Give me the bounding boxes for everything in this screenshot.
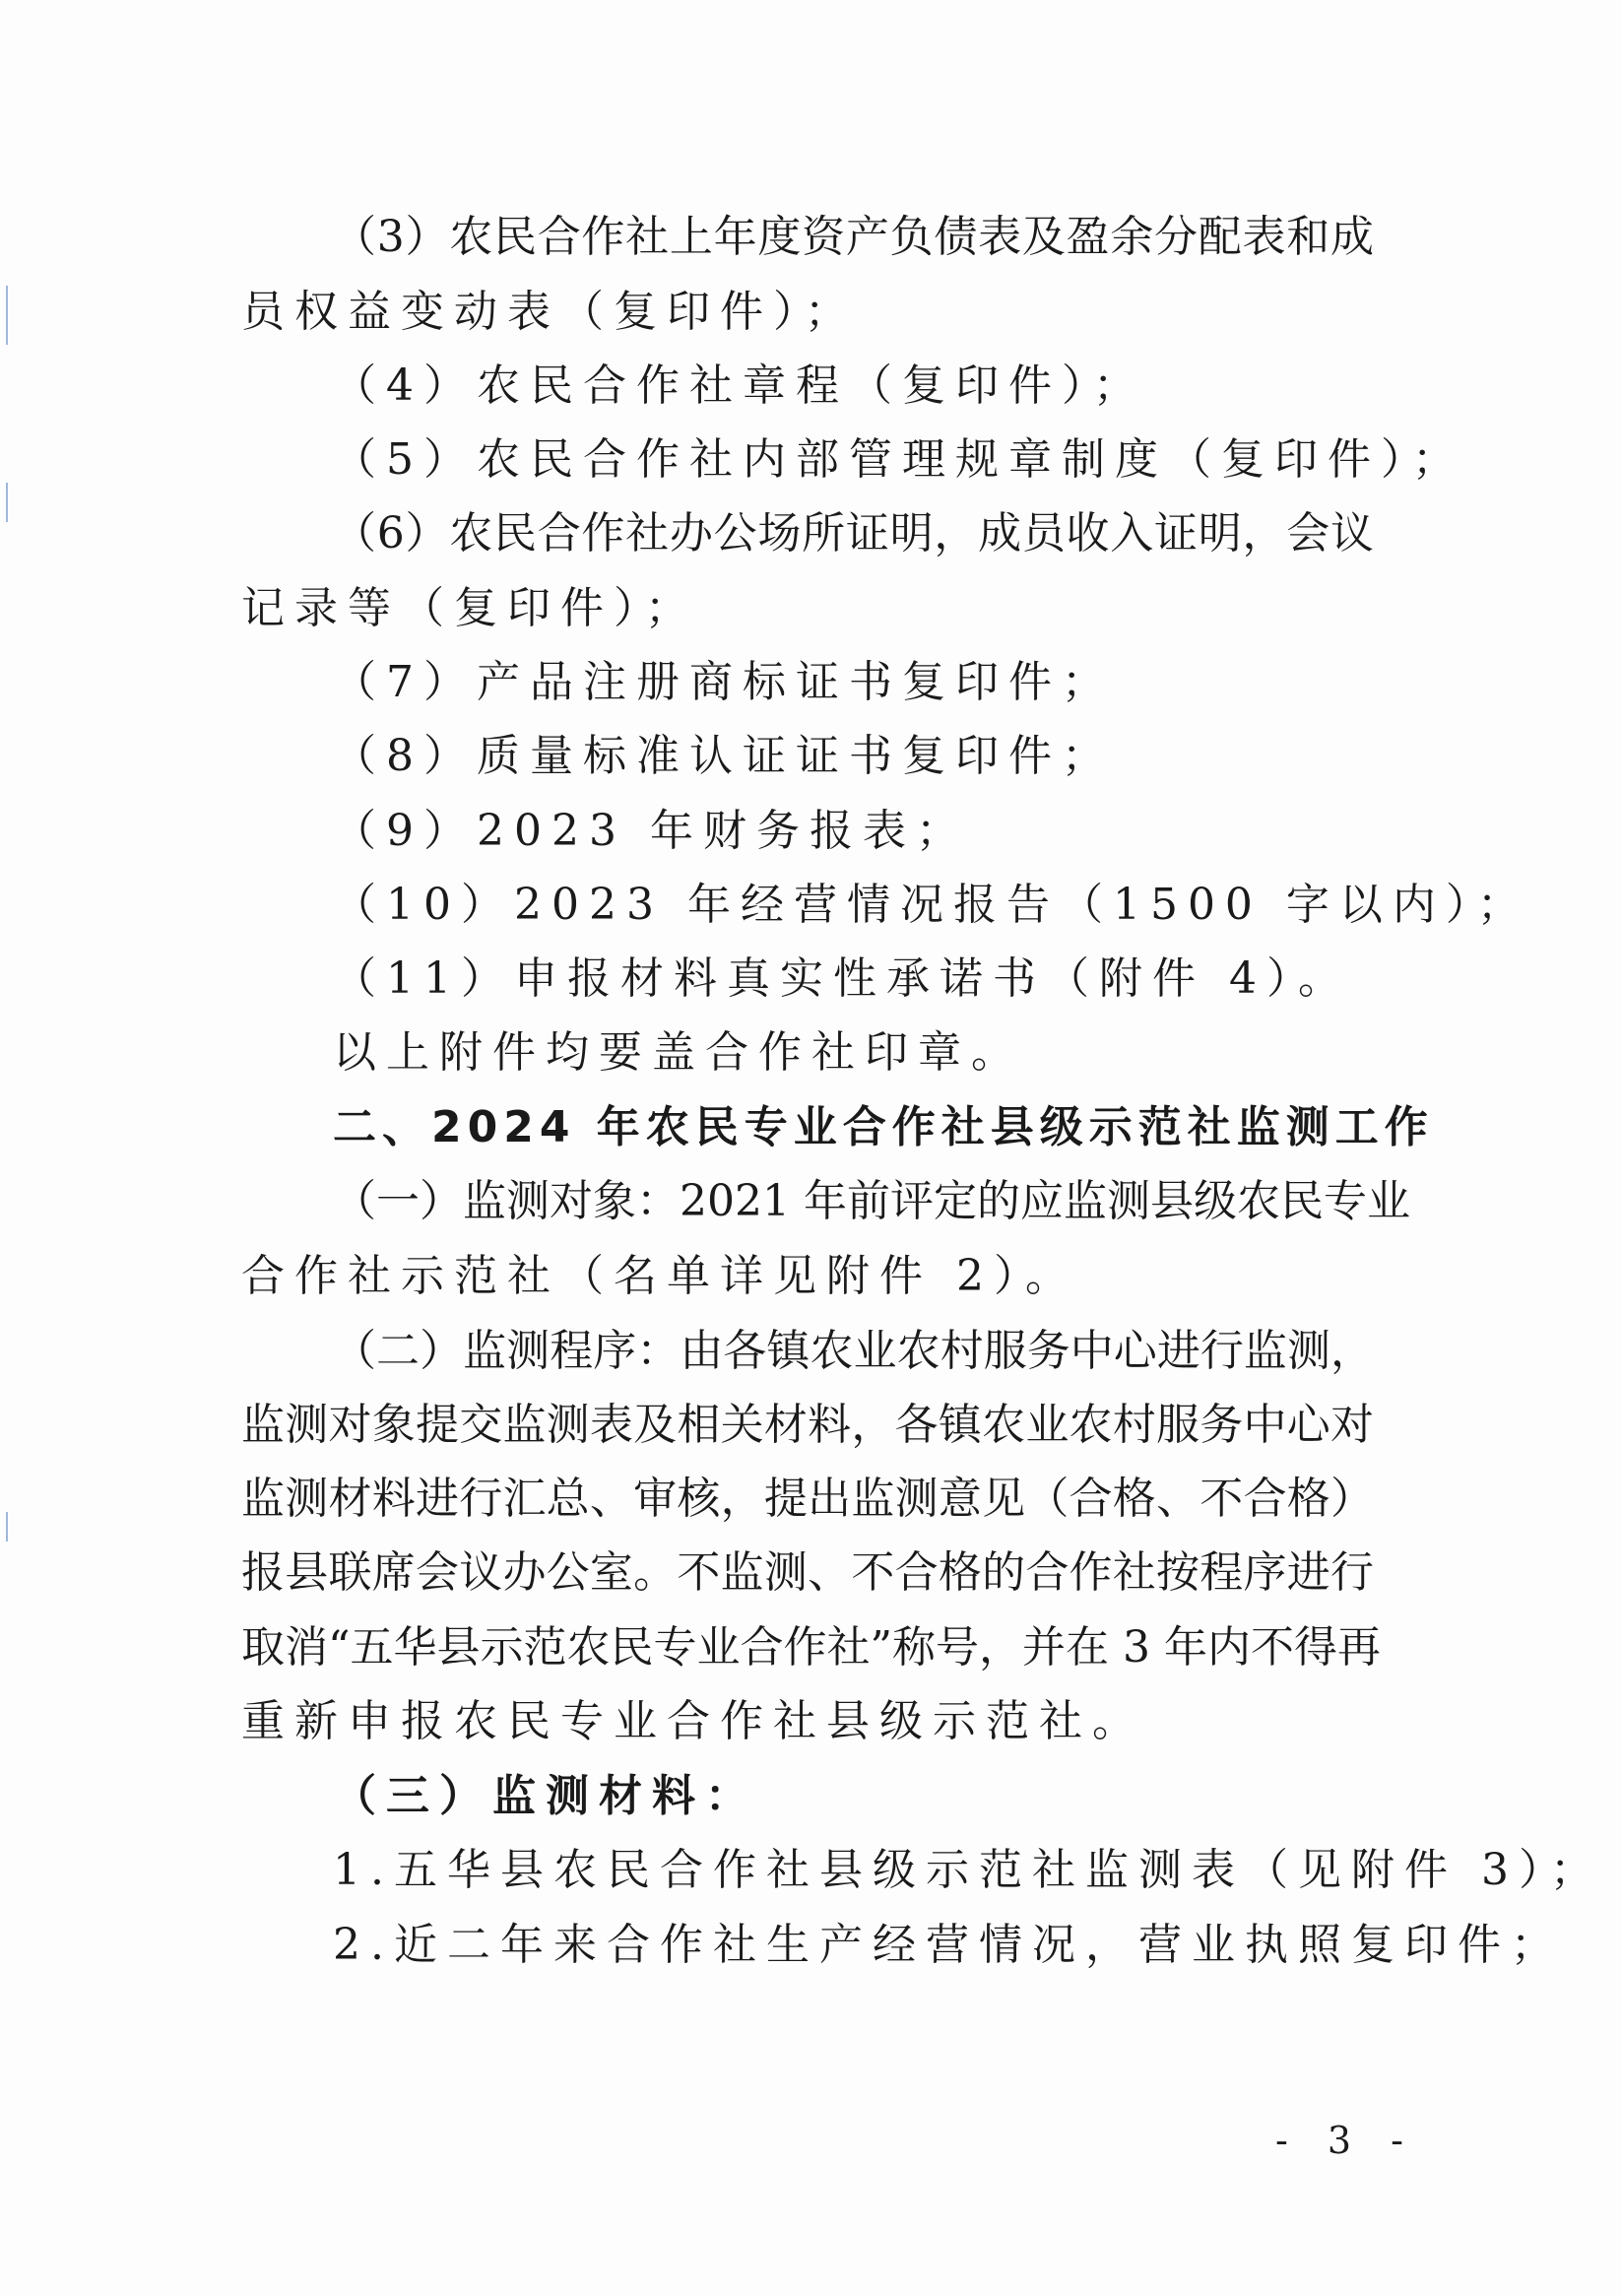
monitoring-materials-heading: （三）监测材料： [333, 1771, 758, 1821]
section-heading-2: 二、2024 年农民专业合作社县级示范社监测工作 [333, 1102, 1434, 1152]
page-number: - 3 - [1275, 2119, 1418, 2162]
scan-edge-mark [6, 1512, 8, 1542]
monitoring-procedure-line-6: 重新申报农民专业合作社县级示范社。 [241, 1696, 1145, 1746]
item-11: （11）申报材料真实性承诺书（附件 4）。 [333, 953, 1351, 1004]
item-4: （4）农民合作社章程（复印件）； [333, 361, 1146, 411]
monitoring-procedure-line-4: 报县联席会议办公室。不监测、不合格的合作社按程序进行 [241, 1547, 1374, 1598]
item-5: （5）农民合作社内部管理规章制度（复印件）； [333, 434, 1465, 485]
item-6-line-2: 记录等（复印件）； [241, 583, 698, 633]
seal-note: 以上附件均要盖合作社印章。 [333, 1027, 1024, 1078]
item-3-line-2: 员权益变动表（复印件）； [241, 287, 858, 337]
material-item-2: 2.近二年来合作社生产经营情况，营业执照复印件； [333, 1920, 1564, 1970]
item-6-line-1: （6）农民合作社办公场所证明，成员收入证明，会议 [333, 508, 1374, 558]
item-3-line-1: （3）农民合作社上年度资产负债表及盈余分配表和成 [333, 212, 1374, 262]
monitoring-procedure-line-5: 取消“五华县示范农民专业合作社”称号，并在 3 年内不得再 [241, 1622, 1381, 1673]
monitoring-target-line-2: 合作社示范社（名单详见附件 2）。 [241, 1251, 1078, 1301]
scan-edge-mark [6, 483, 8, 522]
item-7: （7）产品注册商标证书复印件； [333, 657, 1115, 707]
item-10: （10）2023 年经营情况报告（1500 字以内）； [333, 880, 1530, 930]
scan-edge-mark [6, 286, 8, 345]
material-item-1: 1.五华县农民合作社县级示范社监测表（见附件 3）； [333, 1845, 1603, 1895]
item-9: （9）2023 年财务报表； [333, 806, 969, 856]
monitoring-target-line-1: （一）监测对象：2021 年前评定的应监测县级农民专业 [333, 1176, 1410, 1226]
monitoring-procedure-line-2: 监测对象提交监测表及相关材料，各镇农业农村服务中心对 [241, 1400, 1374, 1450]
monitoring-procedure-line-1: （二）监测程序：由各镇农业农村服务中心进行监测， [333, 1326, 1374, 1376]
monitoring-procedure-line-3: 监测材料进行汇总、审核，提出监测意见（合格、不合格） [241, 1474, 1374, 1524]
item-8: （8）质量标准认证证书复印件； [333, 731, 1115, 781]
